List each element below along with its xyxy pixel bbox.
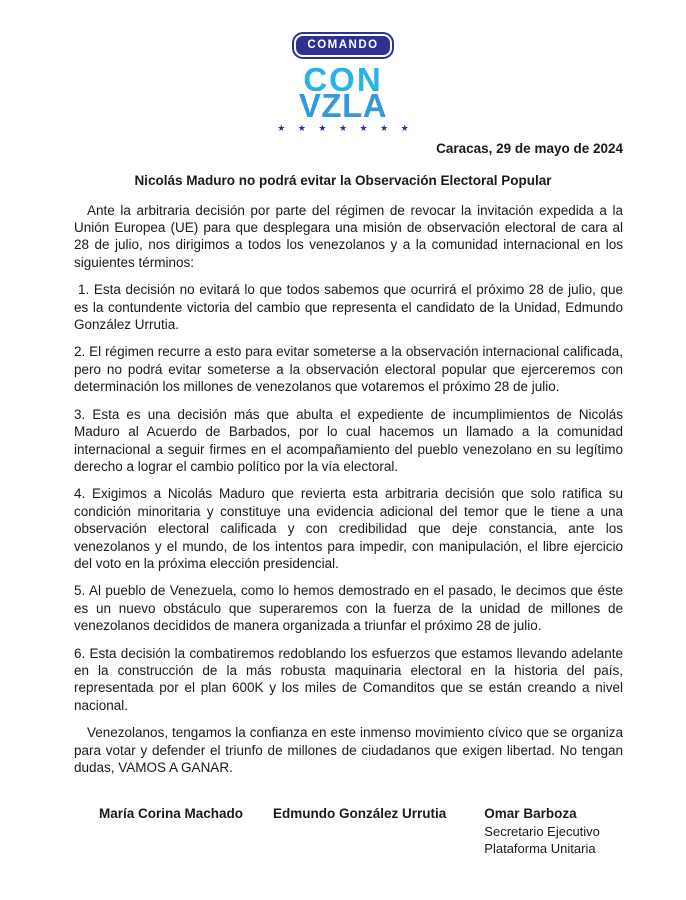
signature-row xyxy=(74,806,623,857)
signatory-name: Edmundo González Urrutia xyxy=(273,806,447,822)
paragraph-point-3: 3. Esta es una decisión más que abulta el expediente de incumplimientos de Nicolás Maduro al Acuerdo de Barbados, por lo cual hacemos un llamado a la comunidad internacional a seguir firmes en el acompañamiento del pueblo venezolano en su legítimo derecho a lograr el cambio político por la vía electoral. xyxy=(74,406,623,474)
signatory-name: Omar Barboza xyxy=(484,806,577,822)
paragraph-point-1: 1. Esta decisión no evitará lo que todos sabemos que ocurrirá el próximo 28 de julio, que es la contundente victoria del cambio que representa el candidato de la Unidad, Edmundo González Urrutia. xyxy=(74,282,623,333)
dateline: Caracas, 29 de mayo de 2024 xyxy=(436,140,623,156)
paragraph-point-5: 5. Al pueblo de Venezuela, como lo hemos demostrado en el pasado, le decimos que éste es un nuevo obstáculo que superaremos con la fuerza de la unidad de millones de venezolanos decididos de manera organizada a triunfar el próximo 28 de julio. xyxy=(74,583,623,634)
document-title: Nicolás Maduro no podrá evitar la Observación Electoral Popular xyxy=(134,172,552,188)
paragraph-closing: Venezolanos, tengamos la confianza en este inmenso movimiento cívico que se organiza para votar y defender el triunfo de millones de ciudadanos que exigen libertad. No tengan dudas, VAMOS A GANAR. xyxy=(74,725,623,775)
signatory-name: María Corina Machado xyxy=(99,806,244,822)
paragraph-point-2: 2. El régimen recurre a esto para evitar someterse a la observación internacional calificada, pero no podrá evitar someterse a la observación electoral popular que ejerceremos con determinación los millones de venezolanos que votaremos el próximo 28 de julio. xyxy=(74,344,623,395)
signature-omar-barboza xyxy=(484,806,600,857)
signature-maria-corina-machado xyxy=(99,806,243,821)
signatory-organization: Plataforma Unitaria xyxy=(484,840,596,856)
paragraph-point-6: 6. Esta decisión la combatiremos redoblando los esfuerzos que estamos llevando adelante en la construcción de la más robusta maquinaria electoral en la historia del país, representada por el plan 600K y los miles de Comanditos que se están creando a nivel nacional. xyxy=(74,645,623,713)
paragraph-intro: Ante la arbitraria decisión por parte del régimen de revocar la invitación expedida a la Unión Europea (UE) para que desplegara una misión de observación electoral de cara al 28 de julio, nos dirigimos a todos los venezolanos y a la comunidad internacional en los siguientes términos: xyxy=(74,202,623,270)
campaign-logo xyxy=(0,0,686,133)
signature-edmundo-gonzalez-urrutia xyxy=(273,806,446,821)
logo-comando-badge: COMANDO xyxy=(294,34,391,57)
logo-word-con: CON xyxy=(303,60,383,98)
paragraph-point-4: 4. Exigimos a Nicolás Maduro que revierta esta arbitraria decisión que solo ratifica su condición minoritaria y constituye una evidencia adicional del temor que le tiene a una observación electoral calificada y con credibilidad que deje constancia, ante los venezolanos y el mundo, de los intentos para impedir, con manipulación, el libre ejercicio del voto en la próxima elección presidencial. xyxy=(74,486,623,571)
logo-stars-row: ★ ★ ★ ★ ★ ★ ★ xyxy=(277,122,414,133)
signatory-role: Secretario Ejecutivo xyxy=(484,824,600,840)
document-body xyxy=(74,202,623,777)
logo-word-vzla: VZLA xyxy=(298,86,388,124)
